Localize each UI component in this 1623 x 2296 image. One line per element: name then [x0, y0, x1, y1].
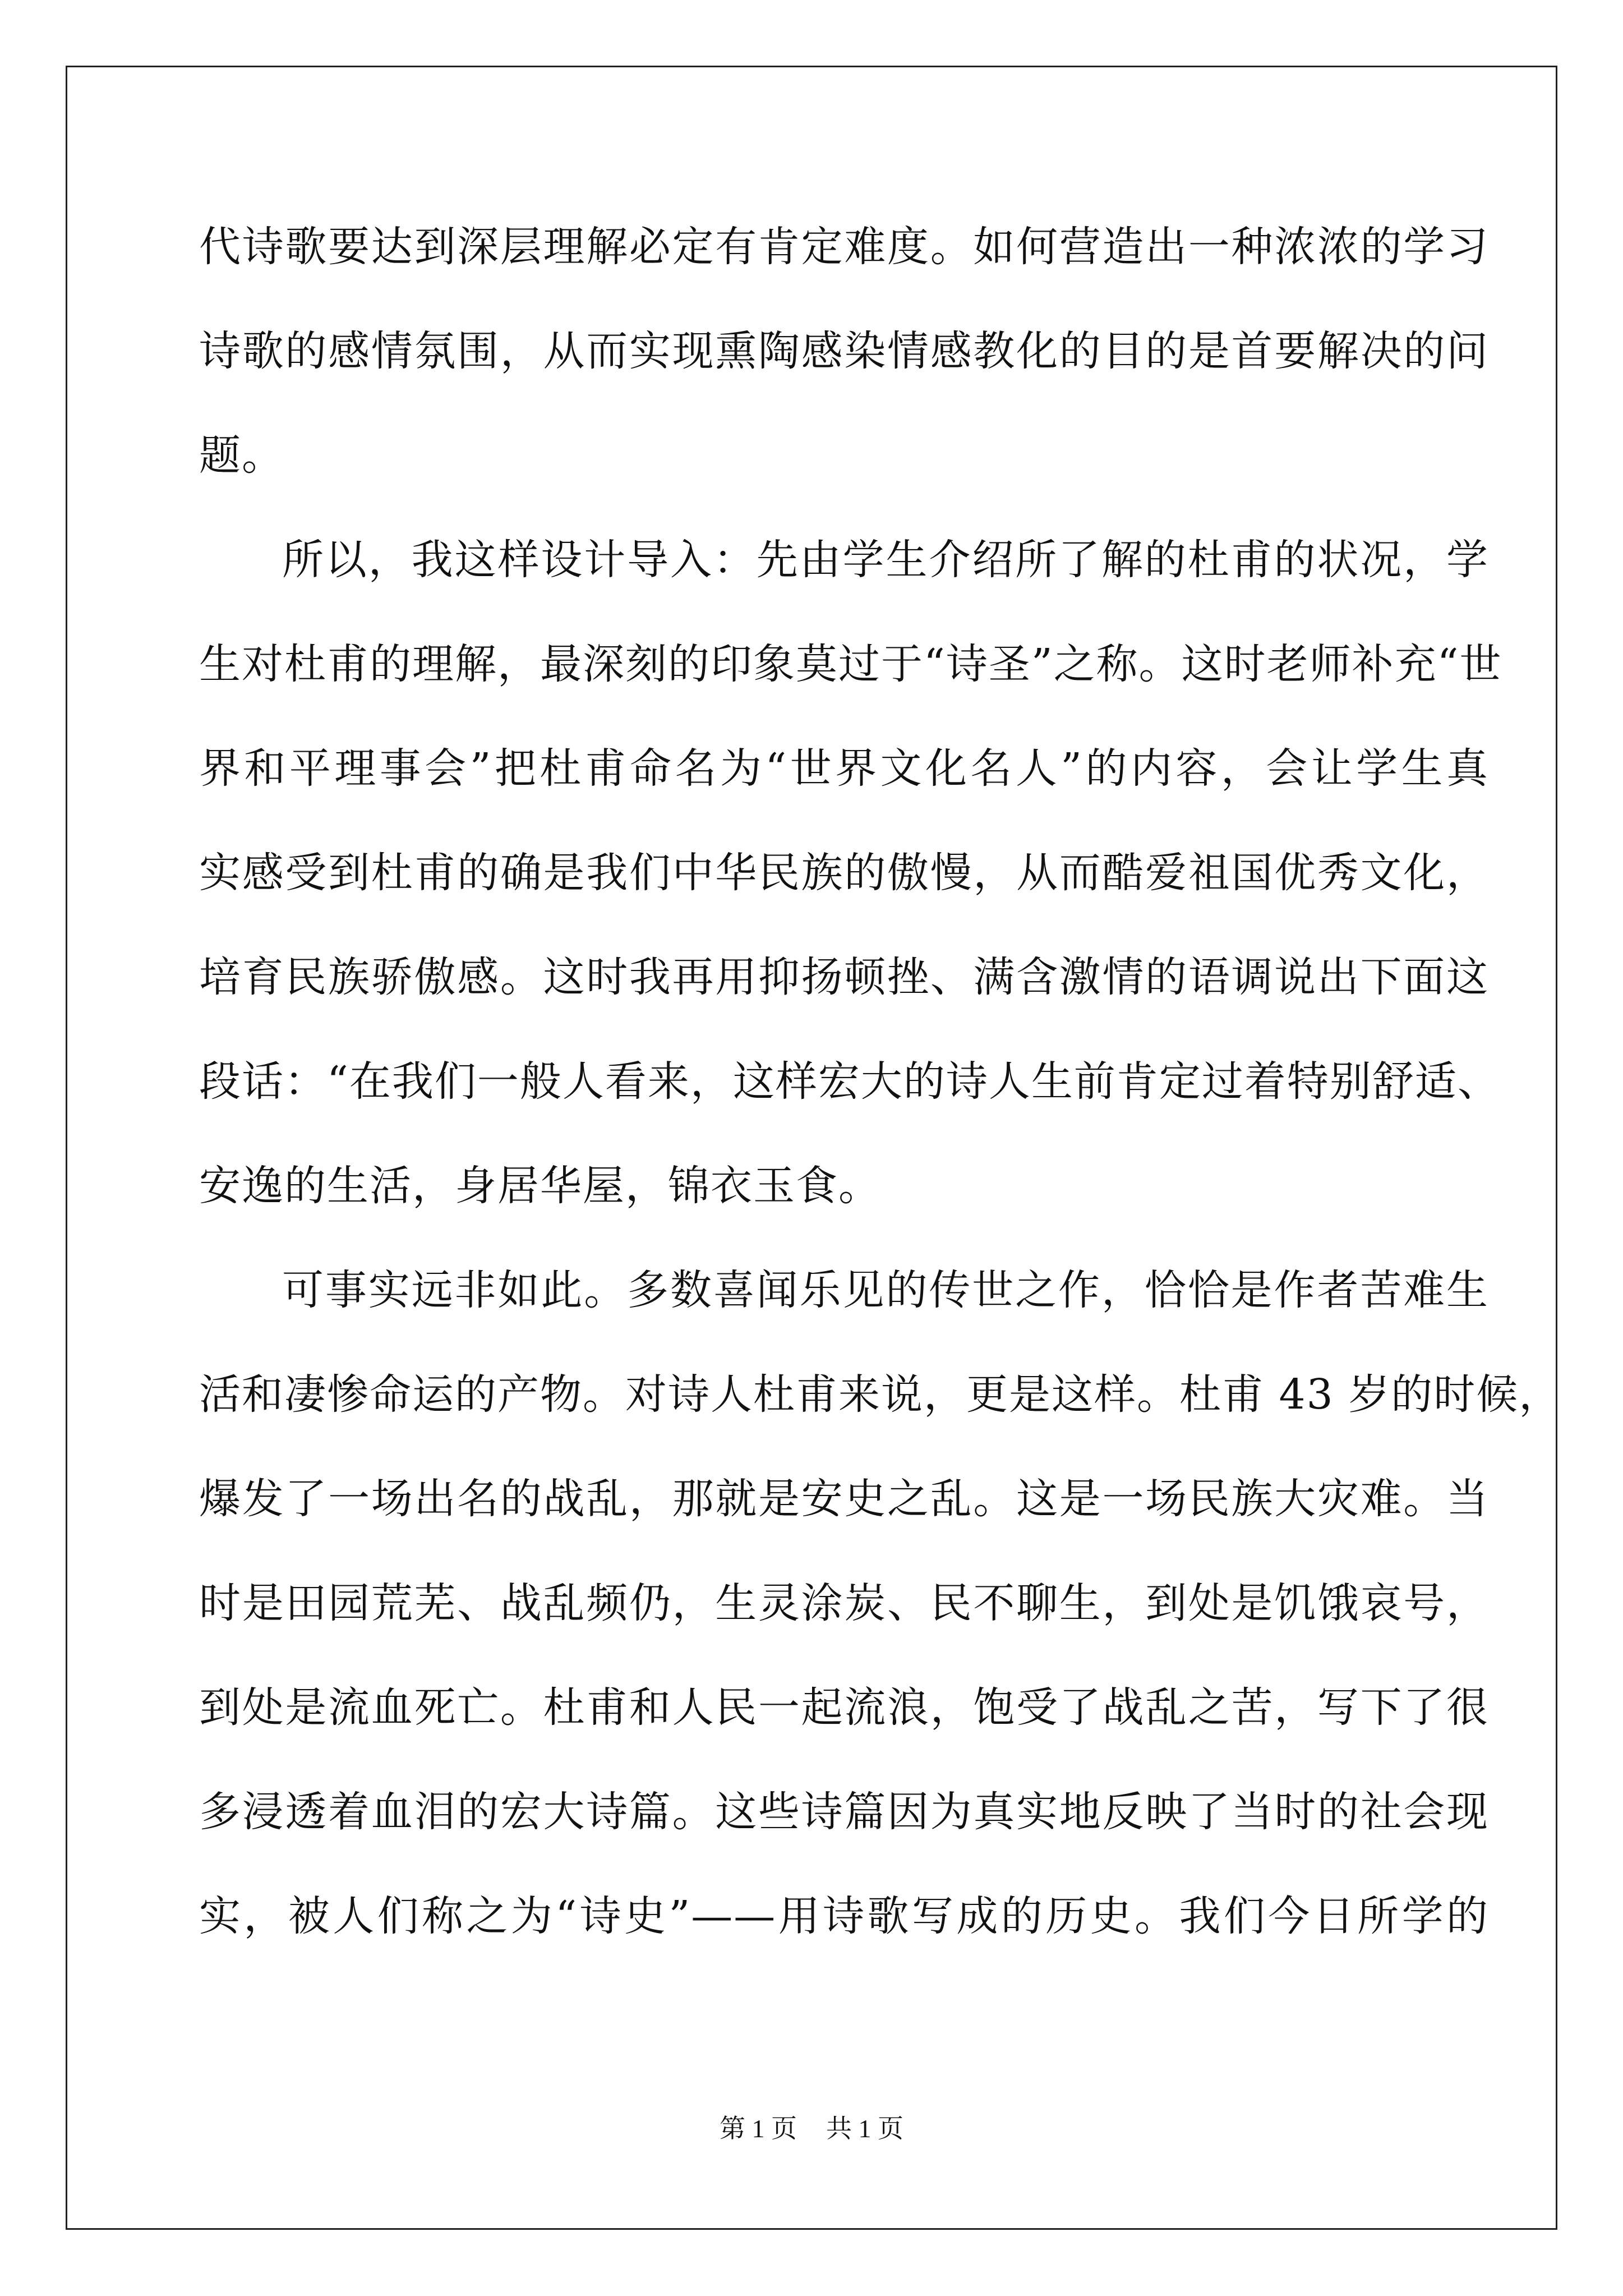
paragraph-first-line: 所以，我这样设计导入：先由学生介绍所了解的杜甫的状况，学: [282, 536, 1489, 584]
text-line: 题。: [199, 431, 284, 480]
text-line: 生对杜甫的理解，最深刻的印象莫过于“诗圣”之称。这时老师补充“世: [199, 640, 1502, 688]
paragraph-first-line: 可事实远非如此。多数喜闻乐见的传世之作，恰恰是作者苦难生: [282, 1266, 1489, 1314]
text-line: 培育民族骄傲感。这时我再用抑扬顿挫、满含激情的语调说出下面这: [199, 953, 1489, 1001]
page-number: 第 1 页: [720, 2114, 797, 2143]
text-line: 代诗歌要达到深层理解必定有肯定难度。如何营造出一种浓浓的学习: [199, 223, 1489, 271]
text-line: 实，被人们称之为“诗史”——用诗歌写成的历史。我们今日所学的: [199, 1892, 1489, 1940]
text-line: 多浸透着血泪的宏大诗篇。这些诗篇因为真实地反映了当时的社会现: [199, 1788, 1489, 1836]
text-line: 安逸的生活，身居华屋，锦衣玉食。: [199, 1162, 881, 1210]
text-line: 爆发了一场出名的战乱，那就是安史之乱。这是一场民族大灾难。当: [199, 1475, 1489, 1523]
text-line: 实感受到杜甫的确是我们中华民族的傲慢，从而酷爱祖国优秀文化，: [199, 849, 1489, 897]
document-body: [199, 213, 1562, 1987]
text-line: 活和凄惨命运的产物。对诗人杜甫来说，更是这样。杜甫 43 岁的时候，: [199, 1370, 1562, 1419]
text-line: 段话：“在我们一般人看来，这样宏大的诗人生前肯定过着特别舒适、: [199, 1057, 1500, 1106]
text-line: 时是田园荒芜、战乱频仍，生灵涂炭、民不聊生，到处是饥饿哀号，: [199, 1579, 1489, 1627]
page-footer: [0, 2108, 1623, 2145]
text-line: 界和平理事会”把杜甫命名为“世界文化名人”的内容，会让学生真: [199, 744, 1489, 793]
text-line: 诗歌的感情氛围，从而实现熏陶感染情感教化的目的是首要解决的问: [199, 327, 1489, 375]
page-total: 共 1 页: [826, 2114, 903, 2143]
text-line: 到处是流血死亡。杜甫和人民一起流浪，饱受了战乱之苦，写下了很: [199, 1683, 1489, 1732]
